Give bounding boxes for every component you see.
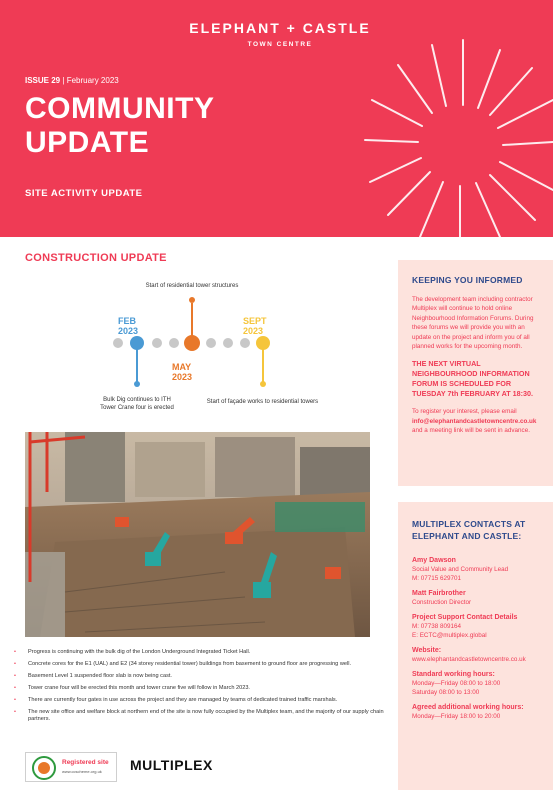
may-label: MAY 2023 (172, 362, 193, 382)
project-support-email[interactable]: E: ECTC@multiplex.global (412, 632, 487, 639)
list-item: • Basement Level 1 suspended floor slab is now being cast. (14, 673, 389, 680)
contact-matt: Matt Fairbrother Construction Director (412, 590, 472, 606)
register-note: To register your interest, please email info@elephantandcastletowncentre.co.uk and a meeting link will be sent in advance. (412, 408, 537, 435)
additional-hours: Agreed additional working hours: Monday—Friday 18:00 to 20:00 (412, 704, 524, 720)
sept-label: SEPT 2023 (243, 316, 267, 336)
contacts-panel (398, 502, 553, 790)
list-item: • There are currently four gates in use across the project and they are managed by teams of dedicated trained traffic marshals. (14, 697, 389, 704)
list-item: • Progress is continuing with the bulk dig of the London Underground Integrated Ticket Hall. (14, 649, 389, 656)
brand-subtitle: TOWN CENTRE (247, 41, 313, 48)
ccs-emblem-icon (29, 755, 59, 781)
issue-date: February 2023 (66, 76, 119, 85)
keeping-informed-panel (398, 260, 553, 486)
sept-marker (256, 336, 270, 350)
considerate-constructors-logo (25, 752, 117, 782)
contact-website: Website: www.elephantandcastletowncentre.co.uk (412, 646, 545, 664)
forum-highlight: THE NEXT VIRTUAL NEIGHBOURHOOD INFORMATION FORUM IS SCHEDULED FOR TUESDAY 7th FEBRUARY AT 18:30. (412, 359, 534, 399)
construction-bullet-list (14, 649, 389, 728)
feb-end-dot (134, 381, 140, 387)
contacts-heading: MULTIPLEX CONTACTS AT ELEPHANT AND CASTLE: (412, 519, 526, 541)
feb-note: Bulk Dig continues to ITH Tower Crane four is erected (100, 397, 174, 411)
list-item: • Tower crane four will be erected this month and tower crane five will follow in March 2023. (14, 685, 389, 692)
construction-site-photo (25, 432, 370, 637)
may-marker (184, 335, 200, 351)
keeping-intro: The development team including contractor Multiplex will continue to hold online Neighbourhood Information Forums. During these forums we will provide you with an update on the project and inform you of all planned works for the upcoming month. (412, 296, 534, 351)
keeping-informed-heading: KEEPING YOU INFORMED (412, 275, 523, 285)
multiplex-logo: MULTIPLEX (130, 757, 213, 773)
standard-hours: Standard working hours: Monday—Friday 08:00 to 18:00 Saturday 08:00 to 13:00 (412, 671, 501, 696)
brand-name: ELEPHANT + CASTLE (189, 20, 371, 36)
issue-number: ISSUE 29 (25, 76, 61, 85)
contact-amy: Amy Dawson Social Value and Community Lead M: 07715 629701 (412, 557, 509, 582)
register-email-link[interactable]: info@elephantandcastletowncentre.co.uk (412, 417, 537, 425)
page-title (25, 92, 214, 160)
timeline-graphic (0, 270, 380, 415)
brand-logo (180, 20, 380, 48)
may-end-dot (189, 297, 195, 303)
title-line-2: UPDATE (25, 126, 150, 159)
sept-end-dot (260, 381, 266, 387)
construction-update-heading: CONSTRUCTION UPDATE (25, 252, 167, 264)
ccs-label: Registered site (62, 759, 109, 766)
contact-project-support: Project Support Contact Details M: 07738 809164 E: ECTC@multiplex.global (412, 613, 545, 640)
issue-line: ISSUE 29 | February 2023 (25, 76, 119, 85)
sept-note: Start of façade works to residential towers (206, 399, 319, 405)
header-banner (0, 0, 553, 237)
ccs-url: www.ccscheme.org.uk (62, 769, 102, 774)
list-item: • Concrete cores for the E1 (UAL) and E2 (34 storey residential tower) buildings from basement to ground floor are progressing well. (14, 661, 389, 668)
website-link[interactable]: www.elephantandcastletowncentre.co.uk (412, 656, 526, 663)
timeline-top-note: Start of residential tower structures (145, 283, 239, 289)
title-line-1: COMMUNITY (25, 92, 215, 125)
feb-marker (130, 336, 144, 350)
page-subtitle: SITE ACTIVITY UPDATE (25, 188, 143, 199)
feb-label: FEB 2023 (118, 316, 139, 336)
list-item: • The new site office and welfare block at northern end of the site is now fully occupied by the Multiplex team, and the majority of our supply chain partners. (14, 709, 389, 723)
